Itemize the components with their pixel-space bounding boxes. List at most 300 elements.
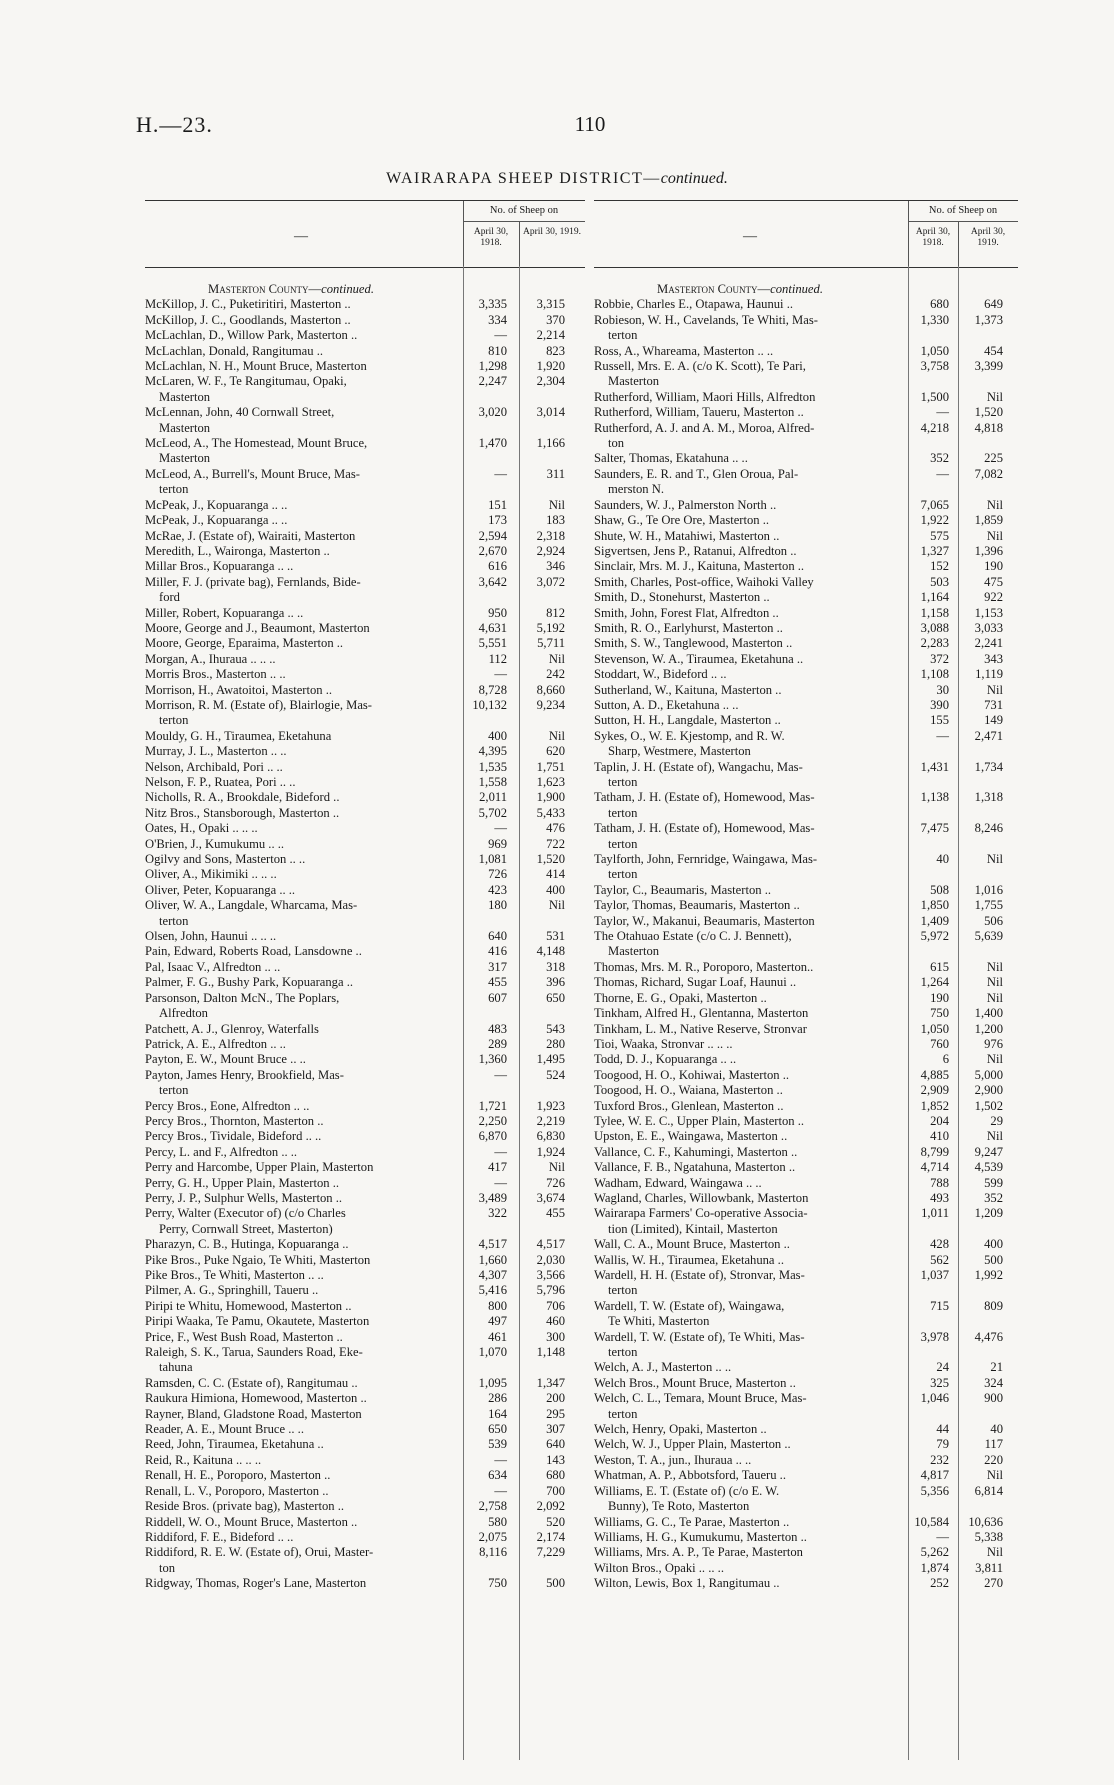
sheep-count-1918: 575 — [930, 528, 949, 543]
owner-name-address: Smith, D., Stonehurst, Masterton .. — [594, 590, 770, 605]
sheep-count-1919: Nil — [986, 497, 1003, 512]
sheep-count-1918: 1,327 — [920, 543, 949, 558]
owner-name-address: Patchett, A. J., Glenroy, Waterfalls — [145, 1021, 319, 1036]
owner-name-address: Perry, Walter (Executor of) (c/o Charles — [145, 1206, 346, 1221]
table-row — [145, 867, 585, 882]
owner-name-address: Mouldy, G. H., Tiraumea, Eketahuna — [145, 728, 332, 743]
sheep-count-1919: 1,016 — [974, 882, 1003, 897]
sheep-count-1919: 318 — [546, 959, 565, 974]
table-row — [594, 1253, 1018, 1268]
owner-name-address: Williams, G. C., Te Parae, Masterton .. — [594, 1514, 790, 1529]
table-row — [145, 1561, 585, 1576]
sheep-count-1919: 1,209 — [974, 1206, 1003, 1221]
sheep-count-1918: 715 — [930, 1298, 949, 1313]
sheep-count-1918: 3,758 — [920, 359, 949, 374]
table-row — [145, 575, 585, 590]
owner-name-address: Pike Bros., Puke Ngaio, Te Whiti, Masterton — [145, 1252, 371, 1267]
table-row — [594, 1006, 1018, 1021]
sheep-count-1918 — [471, 914, 525, 929]
owner-name-address: Piripi te Whitu, Homewood, Masterton .. — [145, 1298, 352, 1313]
sheep-count-1918: 1,164 — [920, 590, 949, 605]
sheep-count-1918: 1,360 — [478, 1052, 507, 1067]
sheep-count-1919: 6,814 — [974, 1483, 1003, 1498]
owner-name-address: terton — [608, 836, 638, 851]
table-row — [145, 451, 585, 466]
table-row — [594, 467, 1018, 482]
owner-name-address: Rayner, Bland, Gladstone Road, Masterton — [145, 1406, 362, 1421]
sheep-count-1919: 1,148 — [536, 1345, 565, 1360]
header-divider — [519, 221, 520, 267]
owner-name-address: Meredith, L., Waironga, Masterton .. — [145, 543, 330, 558]
sheep-count-1919: 812 — [546, 605, 565, 620]
table-row — [594, 1114, 1018, 1129]
owner-name-address: merston N. — [608, 482, 664, 497]
sheep-count-1918: 190 — [930, 990, 949, 1005]
table-row — [594, 421, 1018, 436]
sheep-count-1918: 1,158 — [920, 605, 949, 620]
sheep-count-1919: 455 — [546, 1206, 565, 1221]
table-row — [594, 729, 1018, 744]
sheep-count-1918: 4,885 — [920, 1067, 949, 1082]
table-row — [145, 1515, 585, 1530]
sheep-count-1919: 370 — [546, 312, 565, 327]
sheep-count-1919: 3,315 — [536, 297, 565, 312]
left-rows — [145, 282, 585, 1592]
sheep-count-1918 — [471, 421, 525, 436]
owner-name-address: Wairarapa Farmers' Co-operative Associa- — [594, 1206, 808, 1221]
table-row — [594, 436, 1018, 451]
owner-name-address: O'Brien, J., Kumukumu .. .. — [145, 836, 285, 851]
owner-name-address: Wall, C. A., Mount Bruce, Masterton .. — [594, 1237, 790, 1252]
table-row — [594, 390, 1018, 405]
sheep-count-1918: 2,075 — [478, 1529, 507, 1544]
table-row — [594, 821, 1018, 836]
table-row — [145, 1499, 585, 1514]
owner-name-address: Taplin, J. H. (Estate of), Wangachu, Mas- — [594, 759, 803, 774]
sheep-count-1919: 117 — [984, 1437, 1003, 1452]
owner-name-address: Wardell, T. W. (Estate of), Waingawa, — [594, 1298, 785, 1313]
sheep-count-1919: Nil — [548, 1160, 565, 1175]
sheep-count-1919 — [964, 1222, 1018, 1237]
sheep-count-1919: 225 — [984, 451, 1003, 466]
table-row — [145, 467, 585, 482]
sheep-count-1918 — [917, 806, 964, 821]
owner-name-address: Ogilvy and Sons, Masterton .. .. — [145, 852, 306, 867]
sheep-count-1919 — [964, 1345, 1018, 1360]
sheep-count-1919: 543 — [546, 1021, 565, 1036]
sheep-count-1918: 1,050 — [920, 1021, 949, 1036]
sheep-count-1919: 295 — [546, 1406, 565, 1421]
sheep-count-1919: Nil — [548, 898, 565, 913]
table-row — [594, 636, 1018, 651]
sheep-count-1918: — — [494, 1452, 507, 1467]
sheep-count-1919: 5,433 — [536, 805, 565, 820]
sheep-count-1918: 1,660 — [478, 1252, 507, 1267]
owner-name-address: Pal, Isaac V., Alfredton .. .. — [145, 959, 281, 974]
owner-name-address: Thomas, Mrs. M. R., Poroporo, Masterton.. — [594, 959, 814, 974]
sheep-count-1919: 8,660 — [536, 682, 565, 697]
sheep-count-1919: 640 — [546, 1437, 565, 1452]
sheep-count-1918: 1,850 — [920, 898, 949, 913]
sheep-count-1919: 3,566 — [536, 1268, 565, 1282]
sheep-count-1919: 2,304 — [536, 374, 565, 389]
owner-name-address: Vallance, F. B., Ngatahuna, Masterton .. — [594, 1160, 796, 1175]
owner-name-address: Welch, C. L., Temara, Mount Bruce, Mas- — [594, 1391, 807, 1406]
owner-name-address: ford — [159, 590, 180, 605]
sheep-count-1919: 1,495 — [536, 1052, 565, 1067]
table-row — [594, 621, 1018, 636]
right-rows — [594, 282, 1018, 1592]
sheep-count-1919: 242 — [546, 667, 565, 682]
table-row — [594, 898, 1018, 913]
owner-name-address: Williams, Mrs. A. P., Te Parae, Masterton — [594, 1545, 803, 1560]
sheep-count-1918: 6 — [942, 1052, 949, 1067]
owner-name-address: Williams, E. T. (Estate of) (c/o E. W. — [594, 1483, 780, 1498]
owner-name-address: Saunders, W. J., Palmerston North .. — [594, 497, 777, 512]
owner-name-address: Smith, John, Forest Flat, Alfredton .. — [594, 605, 779, 620]
owner-name-address: ton — [608, 436, 625, 451]
sheep-count-1918: 8,116 — [479, 1545, 507, 1560]
sheep-count-1919: 1,755 — [974, 898, 1003, 913]
sheep-count-1918: 1,500 — [920, 389, 949, 404]
table-row — [594, 1407, 1018, 1422]
table-header — [145, 200, 585, 268]
table-row — [145, 1083, 585, 1098]
sheep-count-1919: Nil — [548, 651, 565, 666]
sheep-count-1918: 7,065 — [920, 497, 949, 512]
table-row — [594, 1052, 1018, 1067]
sheep-count-1919: 220 — [984, 1452, 1003, 1467]
owner-name-address: Williams, H. G., Kumukumu, Masterton .. — [594, 1529, 807, 1544]
table-row — [145, 713, 585, 728]
sheep-count-1919: 324 — [984, 1375, 1003, 1390]
right-column-table — [594, 200, 1018, 1760]
sheep-count-1918: 417 — [488, 1160, 507, 1175]
table-row — [594, 559, 1018, 574]
sheep-count-1919: 10,636 — [968, 1514, 1003, 1529]
owner-name-address: McLachlan, Donald, Rangitumau .. — [145, 343, 324, 358]
table-row — [594, 1391, 1018, 1406]
owner-name-address: Tinkham, Alfred H., Glentanna, Masterton — [594, 1006, 809, 1021]
table-row — [145, 790, 585, 805]
table-row — [594, 359, 1018, 374]
owner-name-address: Rutherford, William, Maori Hills, Alfredton — [594, 389, 816, 404]
owner-name-address: Oliver, W. A., Langdale, Wharcama, Mas- — [145, 898, 358, 913]
owner-name-address: Smith, Charles, Post-office, Waihoki Valley — [594, 574, 814, 589]
sheep-count-1918: 750 — [488, 1576, 507, 1591]
sheep-count-1918 — [917, 744, 964, 759]
sheep-count-1918: — — [494, 821, 507, 836]
sheep-count-1919: 500 — [984, 1252, 1003, 1267]
owner-name-address: Sutherland, W., Kaituna, Masterton .. — [594, 682, 782, 697]
sheep-count-1918 — [917, 944, 964, 959]
owner-name-address: Riddiford, F. E., Bideford .. .. — [145, 1529, 294, 1544]
sheep-count-1918: 173 — [488, 513, 507, 528]
owner-name-address: terton — [608, 1406, 638, 1421]
owner-name-address: Miller, Robert, Kopuaranga .. .. — [145, 605, 304, 620]
table-row — [145, 636, 585, 651]
table-row — [594, 867, 1018, 882]
sheep-count-1918: 2,909 — [920, 1083, 949, 1098]
sheep-count-1919: 1,924 — [536, 1144, 565, 1159]
table-row — [594, 775, 1018, 790]
owner-name-address: Raleigh, S. K., Tarua, Saunders Road, Eke- — [145, 1345, 363, 1360]
sheep-count-1918: 1,046 — [920, 1391, 949, 1406]
sheep-count-1918: 1,108 — [920, 667, 949, 682]
owner-name-address: Stoddart, W., Bideford .. .. — [594, 667, 727, 682]
sheep-count-1919: 21 — [990, 1360, 1003, 1375]
sheep-count-1919: 454 — [984, 343, 1003, 358]
owner-name-address: Payton, E. W., Mount Bruce .. .. — [145, 1052, 306, 1067]
owner-name-address: Perry and Harcombe, Upper Plain, Masterton — [145, 1160, 374, 1175]
owner-name-address: Welch, A. J., Masterton .. .. — [594, 1360, 732, 1375]
owner-name-address: ton — [159, 1560, 176, 1575]
sheep-count-1918: 428 — [930, 1237, 949, 1252]
sheep-count-1919: 2,174 — [536, 1529, 565, 1544]
table-row — [145, 1145, 585, 1160]
sheep-count-1918: — — [494, 466, 507, 481]
table-row — [145, 1222, 585, 1237]
sheep-count-1918: 352 — [930, 451, 949, 466]
owner-name-address: Smith, R. O., Earlyhurst, Masterton .. — [594, 620, 783, 635]
table-row — [594, 1422, 1018, 1437]
sheep-count-1918: 5,972 — [920, 929, 949, 944]
owner-name-address: Price, F., West Bush Road, Masterton .. — [145, 1329, 343, 1344]
sheep-count-1918: 497 — [488, 1314, 507, 1329]
sheep-count-1918: 10,132 — [472, 697, 507, 712]
header-col-1918: April 30, 1918. — [473, 227, 509, 248]
sheep-count-1918: 1,431 — [920, 759, 949, 774]
sheep-count-1919: Nil — [986, 959, 1003, 974]
sheep-count-1919: 307 — [546, 1422, 565, 1437]
owner-name-address: Sinclair, Mrs. M. J., Kaituna, Masterton .. — [594, 559, 805, 574]
header-group-rule — [908, 221, 1018, 222]
table-row — [594, 1345, 1018, 1360]
sheep-count-1919: 649 — [984, 297, 1003, 312]
table-row — [594, 760, 1018, 775]
sheep-count-1919 — [964, 436, 1018, 451]
sheep-count-1919: Nil — [548, 497, 565, 512]
table-row — [145, 744, 585, 759]
title-main: WAIRARAPA SHEEP DISTRICT— — [386, 170, 661, 187]
owner-name-address: Bunny), Te Roto, Masterton — [608, 1499, 750, 1514]
table-row — [145, 960, 585, 975]
table-row — [145, 1360, 585, 1375]
sheep-count-1918 — [471, 1360, 525, 1375]
sheep-count-1918: 10,584 — [914, 1514, 949, 1529]
sheep-count-1918: 1,037 — [920, 1268, 949, 1282]
sheep-count-1918 — [471, 482, 525, 497]
table-row — [594, 544, 1018, 559]
sheep-count-1918: 615 — [930, 959, 949, 974]
sheep-count-1919: 3,014 — [536, 405, 565, 420]
owner-name-address: Sharp, Westmere, Masterton — [608, 744, 751, 759]
sheep-count-1918: 2,758 — [478, 1499, 507, 1514]
sheep-count-1918: 322 — [488, 1206, 507, 1221]
sheep-count-1919: 149 — [984, 713, 1003, 728]
owner-name-address: Salter, Thomas, Ekatahuna .. .. — [594, 451, 748, 466]
sheep-count-1918 — [917, 374, 964, 389]
sheep-count-1918: 400 — [488, 728, 507, 743]
owner-name-address: terton — [159, 713, 189, 728]
sheep-count-1918: 760 — [930, 1036, 949, 1051]
sheep-count-1918: 6,870 — [478, 1129, 507, 1144]
table-row — [145, 1314, 585, 1329]
sheep-count-1918: 317 — [488, 959, 507, 974]
sheep-count-1919 — [525, 1083, 583, 1098]
owner-name-address: terton — [159, 1083, 189, 1098]
table-row — [145, 1484, 585, 1499]
header-divider — [958, 221, 959, 267]
sheep-count-1919: 1,992 — [974, 1268, 1003, 1282]
sheep-count-1918 — [917, 1222, 964, 1237]
sheep-count-1918: 750 — [930, 1006, 949, 1021]
sheep-count-1919: Nil — [986, 990, 1003, 1005]
sheep-count-1918 — [917, 328, 964, 343]
sheep-count-1919 — [525, 421, 583, 436]
sheep-count-1918: 2,670 — [478, 543, 507, 558]
table-row — [145, 1099, 585, 1114]
sheep-count-1918: 3,642 — [478, 574, 507, 589]
owner-name-address: Olsen, John, Haunui .. .. .. — [145, 929, 277, 944]
sheep-count-1919: 1,347 — [536, 1375, 565, 1390]
table-row — [145, 975, 585, 990]
sheep-count-1918 — [471, 1561, 525, 1576]
sheep-count-1919: 599 — [984, 1175, 1003, 1190]
sheep-count-1918 — [917, 1314, 964, 1329]
table-row — [145, 698, 585, 713]
table-row — [594, 513, 1018, 528]
table-row — [594, 1145, 1018, 1160]
header-blank-dash: — — [743, 229, 757, 244]
table-row — [145, 313, 585, 328]
table-row — [145, 621, 585, 636]
sheep-count-1919 — [964, 1283, 1018, 1298]
sheep-count-1918 — [471, 1222, 525, 1237]
table-row — [594, 1222, 1018, 1237]
owner-name-address: Tinkham, L. M., Native Reserve, Stronvar — [594, 1021, 807, 1036]
sheep-count-1919 — [964, 1314, 1018, 1329]
sheep-count-1919: 8,246 — [974, 821, 1003, 836]
owner-name-address: Tylee, W. E. C., Upper Plain, Masterton .. — [594, 1113, 805, 1128]
table-row — [594, 297, 1018, 312]
header-col-1918: April 30, 1918. — [915, 227, 951, 248]
table-row — [145, 837, 585, 852]
sheep-count-1918: — — [494, 1067, 507, 1082]
owner-name-address: McLachlan, D., Willow Park, Masterton .. — [145, 328, 358, 343]
table-row — [594, 529, 1018, 544]
sheep-count-1918 — [917, 837, 964, 852]
owner-name-address: Toogood, H. O., Kohiwai, Masterton .. — [594, 1067, 789, 1082]
owner-name-address: terton — [159, 482, 189, 497]
owner-name-address: Masterton — [159, 451, 211, 466]
sheep-count-1919: 5,192 — [536, 620, 565, 635]
sheep-count-1918: 483 — [488, 1021, 507, 1036]
sheep-count-1918 — [917, 436, 964, 451]
sheep-count-1918: — — [494, 667, 507, 682]
table-row — [145, 344, 585, 359]
table-row — [594, 451, 1018, 466]
sheep-count-1918: — — [494, 1175, 507, 1190]
table-row — [594, 883, 1018, 898]
sheep-count-1919: 343 — [984, 651, 1003, 666]
table-row — [594, 790, 1018, 805]
sheep-count-1918 — [471, 1083, 525, 1098]
sheep-count-1918: 180 — [488, 898, 507, 913]
owner-name-address: Moore, George and J., Beaumont, Masterton — [145, 620, 370, 635]
table-row — [145, 667, 585, 682]
sheep-count-1918: 3,978 — [920, 1329, 949, 1344]
table-row — [594, 837, 1018, 852]
owner-name-address: Sutton, A. D., Eketahuna .. .. — [594, 697, 739, 712]
sheep-count-1919: 190 — [984, 559, 1003, 574]
sheep-count-1918: 4,714 — [920, 1160, 949, 1175]
table-row — [145, 1530, 585, 1545]
owner-name-address: Masterton — [608, 374, 660, 389]
owner-name-address: Piripi Waaka, Te Pamu, Okautete, Masterton — [145, 1314, 370, 1329]
owner-name-address: Thomas, Richard, Sugar Loaf, Haunui .. — [594, 975, 797, 990]
owner-name-address: Reid, R., Kaituna .. .. .. — [145, 1452, 262, 1467]
owner-name-address: terton — [608, 805, 638, 820]
sheep-count-1919: 4,818 — [974, 420, 1003, 435]
sheep-count-1918: 4,307 — [478, 1268, 507, 1282]
sheep-count-1918 — [917, 482, 964, 497]
table-row — [145, 1006, 585, 1021]
owner-name-address: Taylforth, John, Fernridge, Waingawa, Mas- — [594, 852, 818, 867]
sheep-count-1919: 7,082 — [974, 466, 1003, 481]
table-row — [145, 436, 585, 451]
sheep-count-1919: 5,000 — [974, 1067, 1003, 1082]
sheep-count-1919: 476 — [546, 821, 565, 836]
table-row — [594, 1299, 1018, 1314]
sheep-count-1919: 300 — [546, 1329, 565, 1344]
sheep-count-1919: 5,711 — [537, 636, 565, 651]
sheep-count-1918: 1,922 — [920, 513, 949, 528]
sheep-count-1918: 5,702 — [478, 805, 507, 820]
sheep-count-1919: 650 — [546, 990, 565, 1005]
sheep-count-1919: 311 — [546, 466, 565, 481]
sheep-count-1918: 562 — [930, 1252, 949, 1267]
owner-name-address: Raukura Himiona, Homewood, Masterton .. — [145, 1391, 367, 1406]
table-row — [145, 898, 585, 913]
owner-name-address: Robieson, W. H., Cavelands, Te Whiti, Mas- — [594, 312, 818, 327]
sheep-count-1918: 390 — [930, 697, 949, 712]
table-row — [145, 359, 585, 374]
sheep-count-1919: 396 — [546, 975, 565, 990]
sheep-count-1918: 726 — [488, 867, 507, 882]
header-col-1919: April 30, 1919. — [970, 227, 1006, 248]
table-row — [594, 1268, 1018, 1283]
owner-name-address: Percy Bros., Thornton, Masterton .. — [145, 1113, 324, 1128]
sheep-count-1919 — [964, 837, 1018, 852]
table-row — [145, 482, 585, 497]
sheep-count-1919: 3,674 — [536, 1190, 565, 1205]
owner-name-address: Masterton — [159, 389, 211, 404]
table-row — [594, 1129, 1018, 1144]
table-row — [145, 1422, 585, 1437]
table-row — [145, 929, 585, 944]
table-row — [594, 1360, 1018, 1375]
sheep-count-1918 — [471, 1006, 525, 1021]
document-reference: H.—23. — [136, 112, 213, 137]
sheep-count-1919 — [964, 482, 1018, 497]
table-row — [145, 1191, 585, 1206]
table-row — [594, 374, 1018, 389]
sheep-count-1918: 607 — [488, 990, 507, 1005]
sheep-count-1919: 346 — [546, 559, 565, 574]
sheep-count-1918: 3,088 — [920, 620, 949, 635]
owner-name-address: Percy Bros., Tividale, Bideford .. .. — [145, 1129, 322, 1144]
